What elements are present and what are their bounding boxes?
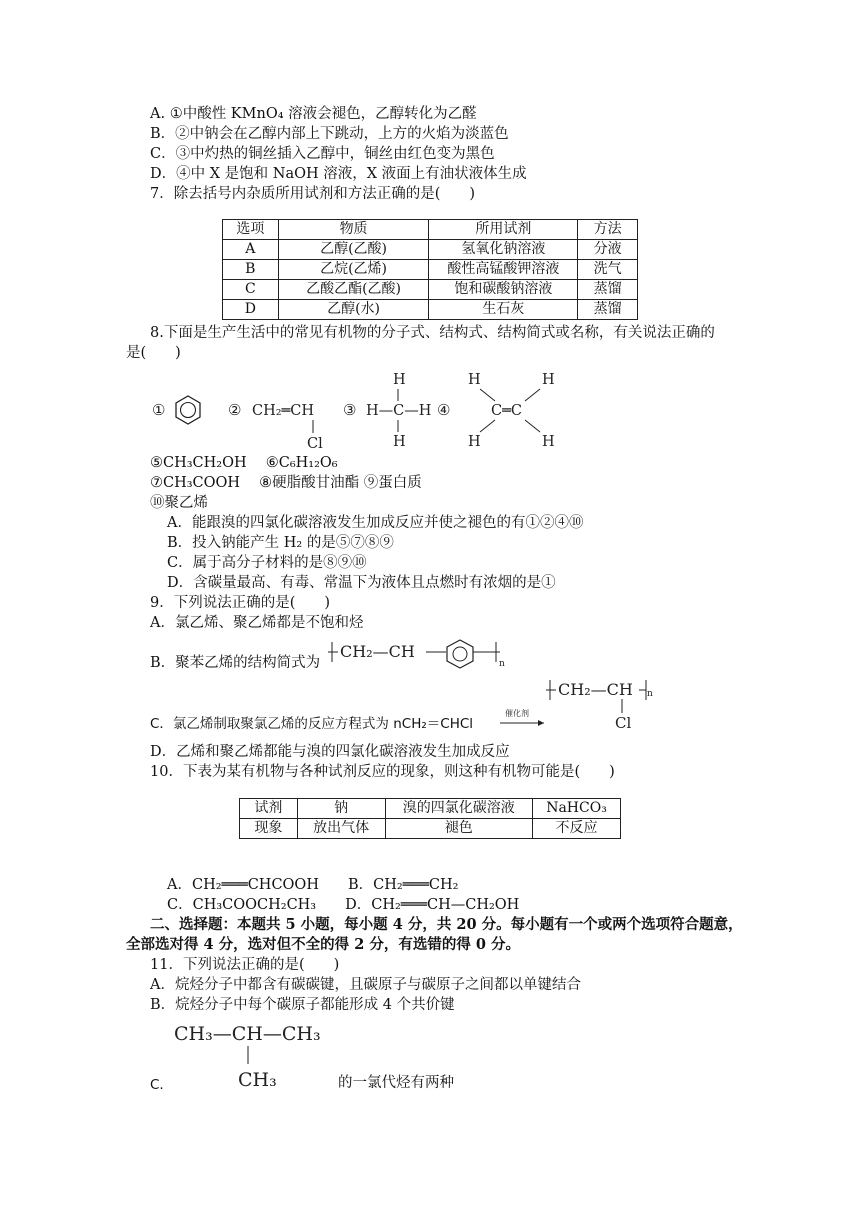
q10-options-cd: C．CH₃COOCH₂CH₃ D．CH₂═══CH—CH₂OH: [167, 897, 520, 913]
arrow-head-icon: [538, 720, 544, 726]
q9-option-b: B．聚苯乙烯的结构简式为: [150, 655, 321, 671]
q8-structures: [150, 370, 570, 450]
ethene-h-top-left: H: [468, 372, 481, 388]
table-cell: 饱和碳酸钠溶液: [429, 280, 578, 300]
struct-number-1: ①: [152, 401, 166, 419]
table-cell: 褪色: [385, 819, 533, 839]
q7-stem: 7．除去括号内杂质所用试剂和方法正确的是( ): [150, 186, 476, 202]
degree-of-polymerization: n: [647, 689, 653, 699]
table-header-cell: 所用试剂: [429, 220, 578, 240]
q9-stem: 9．下列说法正确的是( ): [150, 595, 331, 611]
pvc-cl: Cl: [615, 714, 632, 732]
degree-of-polymerization: n: [499, 659, 505, 669]
q8-items-line2: ⑦CH₃COOH ⑧硬脂酸甘油酯 ⑨蛋白质: [150, 475, 422, 491]
q11-option-c-label: C.: [150, 1077, 164, 1093]
q7-table: [222, 219, 638, 320]
table-cell: C: [223, 280, 279, 300]
catalyst-label: 催化剂: [505, 709, 529, 718]
table-header-row: [240, 799, 621, 819]
table-header-cell: 溴的四氯化碳溶液: [385, 799, 533, 819]
table-header-cell: 钠: [297, 799, 385, 819]
polystyrene-structure: [328, 636, 518, 672]
table-cell: 蒸馏: [578, 280, 638, 300]
table-row: [223, 280, 638, 300]
q8-option-d: D．含碳量最高、有毒、常温下为液体且点燃时有浓烟的是①: [167, 575, 556, 591]
vinyl-chloride-formula: CH₂═CH: [252, 403, 315, 419]
q11-stem: 11．下列说法正确的是( ): [150, 957, 340, 973]
q8-items-line1: ⑤CH₃CH₂OH ⑥C₆H₁₂O₆: [150, 455, 338, 471]
q11-option-b: B．烷烃分子中每个碳原子都能形成 4 个共价键: [150, 997, 455, 1013]
table-cell: 现象: [240, 819, 298, 839]
table-row: [240, 819, 621, 839]
table-cell: 生石灰: [429, 300, 578, 320]
table-cell: 氢氧化钠溶液: [429, 240, 578, 260]
isobutane-structure: [172, 1018, 352, 1098]
table-cell: 乙醇(乙酸): [278, 240, 429, 260]
methane-middle-row: H—C—H: [366, 403, 432, 419]
ethene-h-top-right: H: [542, 372, 555, 388]
q11-option-c-text: 的一氯代烃有两种: [338, 1075, 454, 1091]
isobutane-main-chain: CH₃—CH—CH₃: [174, 1023, 321, 1045]
table-cell: 不反应: [533, 819, 621, 839]
q9-option-c: C．氯乙烯制取聚氯乙烯的反应方程式为 nCH₂＝CHCl: [150, 716, 474, 732]
q8-option-a: A．能跟溴的四氯化碳溶液发生加成反应并使之褪色的有①②④⑩: [167, 515, 584, 531]
table-row: [223, 240, 638, 260]
table-cell: 洗气: [578, 260, 638, 280]
table-cell: 放出气体: [297, 819, 385, 839]
table-header-cell: NaHCO₃: [533, 799, 621, 819]
struct-number-3: ③: [343, 401, 357, 419]
table-header-row: [223, 220, 638, 240]
q11-option-a: A．烷烃分子中都含有碳碳键，且碳原子与碳原子之间都以单键结合: [150, 977, 581, 993]
ethene-bond: [480, 420, 495, 432]
struct-number-2: ②: [228, 401, 242, 419]
q10-stem: 10．下表为某有机物与各种试剂反应的现象，则这种有机物可能是( ): [150, 764, 615, 780]
table-cell: B: [223, 260, 279, 280]
table-row: [223, 300, 638, 320]
table-cell: 乙醇(水): [278, 300, 429, 320]
q10-options-ab: A．CH₂═══CHCOOH B．CH₂═══CH₂: [167, 877, 459, 893]
table-cell: 乙酸乙酯(乙酸): [278, 280, 429, 300]
ethene-bond: [525, 420, 540, 432]
q8-stem-line1: 8.下面是生产生活中的常见有机物的分子式、结构式、结构简式或名称，有关说法正确的: [150, 325, 715, 341]
q6-option-c: C．③中灼热的铜丝插入乙醇中，铜丝由红色变为黑色: [150, 146, 495, 162]
table-cell: D: [223, 300, 279, 320]
q8-option-c: C．属于高分子材料的是⑧⑨⑩: [167, 555, 367, 571]
ethene-bond: [480, 389, 495, 401]
q10-table: [239, 798, 621, 839]
table-cell: A: [223, 240, 279, 260]
ethene-bond: [525, 389, 540, 401]
table-header-cell: 方法: [578, 220, 638, 240]
table-header-cell: 试剂: [240, 799, 298, 819]
table-header-cell: 物质: [278, 220, 429, 240]
ethene-double-bond-row: C═C: [491, 403, 522, 419]
table-cell: 分液: [578, 240, 638, 260]
isobutane-branch: CH₃: [238, 1069, 277, 1091]
benzene-circle-icon: [181, 403, 196, 418]
pvc-chain: CH₂—CH: [558, 680, 633, 699]
table-header-cell: 选项: [223, 220, 279, 240]
q9-option-a: A．氯乙烯、聚乙烯都是不饱和烃: [150, 615, 364, 631]
struct-number-4: ④: [437, 401, 451, 419]
q6-option-d: D．④中 X 是饱和 NaOH 溶液，X 液面上有油状液体生成: [150, 166, 527, 182]
table-cell: 蒸馏: [578, 300, 638, 320]
benzene-circle-icon: [453, 647, 467, 661]
benzene-ring-icon: [447, 640, 473, 668]
q6-option-b: B．②中钠会在乙醇内部上下跳动，上方的火焰为淡蓝色: [150, 126, 509, 142]
table-row: [223, 260, 638, 280]
section2-heading-line2: 全部选对得 4 分，选对但不全的得 2 分，有选错的得 0 分。: [126, 936, 521, 953]
polystyrene-chain: CH₂—CH: [340, 642, 415, 661]
ethene-h-bottom-right: H: [542, 434, 555, 450]
q8-option-b: B．投入钠能产生 H₂ 的是⑤⑦⑧⑨: [167, 535, 394, 551]
pvc-structure: [546, 676, 666, 732]
table-cell: 乙烷(乙烯): [278, 260, 429, 280]
benzene-ring-icon: [176, 396, 200, 424]
vinyl-chloride-cl: Cl: [307, 436, 323, 452]
table-cell: 酸性高锰酸钾溶液: [429, 260, 578, 280]
ethene-h-bottom-left: H: [468, 434, 481, 450]
section2-heading-line1: 二、选择题：本题共 5 小题，每小题 4 分，共 20 分。每小题有一个或两个选项符合题意，: [150, 916, 743, 933]
methane-h-top: H: [393, 372, 406, 388]
q9-option-d: D．乙烯和聚乙烯都能与溴的四氯化碳溶液发生加成反应: [150, 744, 510, 760]
methane-h-bottom: H: [393, 434, 406, 450]
q6-option-a: A. ①中酸性 KMnO₄ 溶液会褪色，乙醇转化为乙醛: [150, 106, 477, 122]
q8-stem-line2: 是( ): [126, 345, 181, 361]
q8-items-line3: ⑩聚乙烯: [150, 495, 208, 511]
reaction-arrow: [500, 708, 548, 732]
